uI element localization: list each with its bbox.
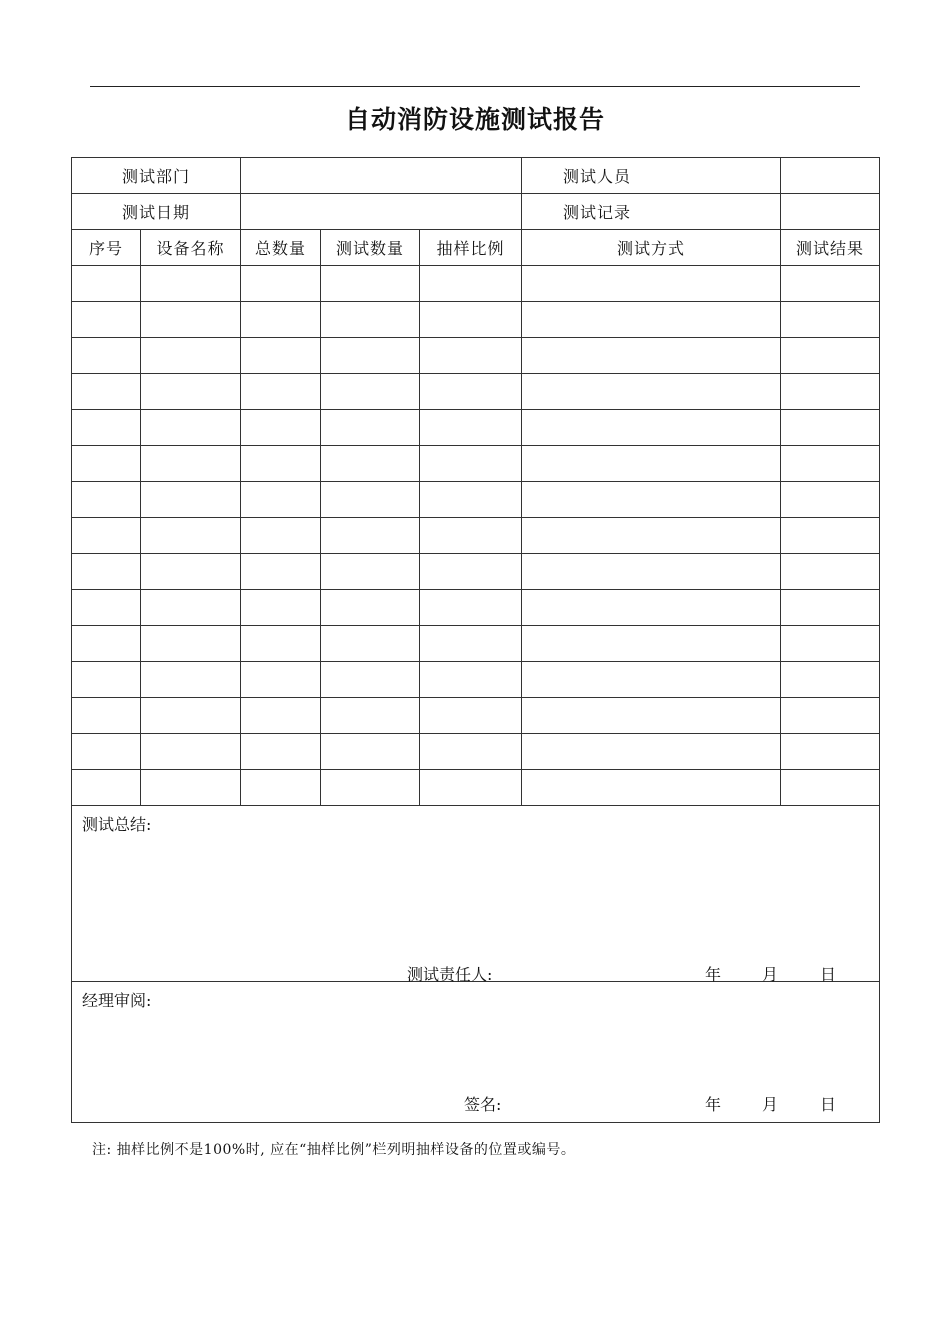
cell-test-quantity[interactable] [321,770,420,806]
cell-sampling-ratio[interactable] [420,734,522,770]
date-field[interactable] [241,194,522,230]
cell-device-name[interactable] [141,266,241,302]
cell-device-name[interactable] [141,662,241,698]
cell-test-result[interactable] [781,374,880,410]
summary-day-label: 日 [820,965,837,984]
cell-total-quantity[interactable] [241,482,321,518]
cell-index[interactable] [72,518,141,554]
cell-test-method[interactable] [522,554,781,590]
summary-label: 测试总结: [82,815,152,834]
cell-index[interactable] [72,770,141,806]
cell-test-result[interactable] [781,698,880,734]
cell-total-quantity[interactable] [241,734,321,770]
cell-index[interactable] [72,446,141,482]
cell-index[interactable] [72,374,141,410]
table-row [72,374,880,410]
cell-test-quantity[interactable] [321,374,420,410]
table-row [72,626,880,662]
cell-sampling-ratio[interactable] [420,626,522,662]
cell-test-quantity[interactable] [321,518,420,554]
review-day-label: 日 [820,1095,837,1114]
cell-test-result[interactable] [781,482,880,518]
summary-year-label: 年 [705,965,722,984]
cell-total-quantity[interactable] [241,554,321,590]
cell-test-method[interactable] [522,374,781,410]
cell-test-method[interactable] [522,302,781,338]
cell-index[interactable] [72,302,141,338]
col-header-test-method: 测试方式 [522,230,781,266]
cell-sampling-ratio[interactable] [420,338,522,374]
table-row [72,482,880,518]
test-summary-box[interactable] [72,806,880,982]
cell-test-method[interactable] [522,770,781,806]
col-header-test-result: 测试结果 [781,230,880,266]
cell-total-quantity[interactable] [241,698,321,734]
table-row [72,770,880,806]
cell-test-quantity[interactable] [321,482,420,518]
cell-device-name[interactable] [141,734,241,770]
cell-test-method[interactable] [522,410,781,446]
cell-total-quantity[interactable] [241,266,321,302]
cell-test-method[interactable] [522,338,781,374]
cell-test-result[interactable] [781,554,880,590]
table-row [72,554,880,590]
cell-test-method[interactable] [522,518,781,554]
record-field[interactable] [781,194,880,230]
cell-total-quantity[interactable] [241,374,321,410]
cell-device-name[interactable] [141,482,241,518]
cell-test-method[interactable] [522,266,781,302]
cell-index[interactable] [72,554,141,590]
cell-test-quantity[interactable] [321,338,420,374]
table-row [72,590,880,626]
cell-sampling-ratio[interactable] [420,410,522,446]
cell-total-quantity[interactable] [241,302,321,338]
table-row [72,698,880,734]
cell-test-result[interactable] [781,338,880,374]
test-report-table [71,157,880,1123]
page-title: 自动消防设施测试报告 [344,105,605,134]
cell-total-quantity[interactable] [241,338,321,374]
table-row [72,518,880,554]
manager-review-box[interactable] [72,982,880,1123]
table-row [72,266,880,302]
cell-sampling-ratio[interactable] [420,266,522,302]
cell-test-quantity[interactable] [321,410,420,446]
cell-test-method[interactable] [522,698,781,734]
cell-test-result[interactable] [781,734,880,770]
footnote: 注: 抽样比例不是100%时, 应在“抽样比例”栏列明抽样设备的位置或编号。 [92,1142,576,1158]
cell-device-name[interactable] [141,698,241,734]
cell-device-name[interactable] [141,770,241,806]
cell-index[interactable] [72,590,141,626]
cell-test-result[interactable] [781,770,880,806]
cell-device-name[interactable] [141,626,241,662]
review-signer-label: 签名: [464,1095,502,1114]
table-row [72,446,880,482]
review-month-label: 月 [762,1095,779,1114]
cell-sampling-ratio[interactable] [420,302,522,338]
cell-test-quantity[interactable] [321,698,420,734]
cell-test-result[interactable] [781,662,880,698]
cell-total-quantity[interactable] [241,446,321,482]
cell-sampling-ratio[interactable] [420,590,522,626]
cell-total-quantity[interactable] [241,590,321,626]
cell-total-quantity[interactable] [241,626,321,662]
cell-device-name[interactable] [141,590,241,626]
cell-sampling-ratio[interactable] [420,554,522,590]
cell-sampling-ratio[interactable] [420,482,522,518]
cell-sampling-ratio[interactable] [420,698,522,734]
cell-test-result[interactable] [781,626,880,662]
cell-test-method[interactable] [522,482,781,518]
cell-test-result[interactable] [781,266,880,302]
col-header-device-name: 设备名称 [141,230,241,266]
cell-test-method[interactable] [522,626,781,662]
cell-total-quantity[interactable] [241,410,321,446]
date-label: 测试日期 [72,194,241,230]
cell-test-quantity[interactable] [321,734,420,770]
header-rule [90,86,860,87]
cell-test-quantity[interactable] [321,590,420,626]
table-row [72,302,880,338]
cell-test-method[interactable] [522,734,781,770]
table-row [72,662,880,698]
cell-device-name[interactable] [141,446,241,482]
dept-label: 测试部门 [72,158,241,194]
cell-test-quantity[interactable] [321,662,420,698]
person-field[interactable] [781,158,880,194]
cell-test-method[interactable] [522,662,781,698]
cell-index[interactable] [72,338,141,374]
cell-total-quantity[interactable] [241,662,321,698]
cell-test-quantity[interactable] [321,302,420,338]
col-header-test-quantity: 测试数量 [321,230,420,266]
col-header-index: 序号 [72,230,141,266]
cell-device-name[interactable] [141,374,241,410]
dept-field[interactable] [241,158,522,194]
summary-signer-label: 测试责任人: [407,965,493,984]
cell-device-name[interactable] [141,410,241,446]
review-year-label: 年 [705,1095,722,1114]
cell-sampling-ratio[interactable] [420,518,522,554]
cell-index[interactable] [72,482,141,518]
cell-test-method[interactable] [522,590,781,626]
col-header-sampling-ratio: 抽样比例 [420,230,522,266]
cell-test-result[interactable] [781,446,880,482]
cell-device-name[interactable] [141,518,241,554]
cell-index[interactable] [72,626,141,662]
cell-sampling-ratio[interactable] [420,446,522,482]
cell-test-method[interactable] [522,446,781,482]
cell-test-result[interactable] [781,302,880,338]
cell-device-name[interactable] [141,338,241,374]
cell-test-result[interactable] [781,518,880,554]
cell-device-name[interactable] [141,554,241,590]
cell-sampling-ratio[interactable] [420,662,522,698]
cell-test-quantity[interactable] [321,626,420,662]
cell-index[interactable] [72,410,141,446]
cell-index[interactable] [72,698,141,734]
cell-test-quantity[interactable] [321,554,420,590]
cell-index[interactable] [72,266,141,302]
table-row [72,410,880,446]
cell-test-result[interactable] [781,590,880,626]
cell-device-name[interactable] [141,302,241,338]
record-label: 测试记录 [522,194,781,230]
table-row [72,734,880,770]
cell-sampling-ratio[interactable] [420,374,522,410]
cell-sampling-ratio[interactable] [420,770,522,806]
cell-total-quantity[interactable] [241,770,321,806]
person-label: 测试人员 [522,158,781,194]
summary-month-label: 月 [762,965,779,984]
cell-test-quantity[interactable] [321,446,420,482]
cell-index[interactable] [72,662,141,698]
cell-test-result[interactable] [781,410,880,446]
cell-test-quantity[interactable] [321,266,420,302]
cell-total-quantity[interactable] [241,518,321,554]
col-header-total-quantity: 总数量 [241,230,321,266]
review-label: 经理审阅: [82,991,152,1010]
cell-index[interactable] [72,734,141,770]
table-row [72,338,880,374]
